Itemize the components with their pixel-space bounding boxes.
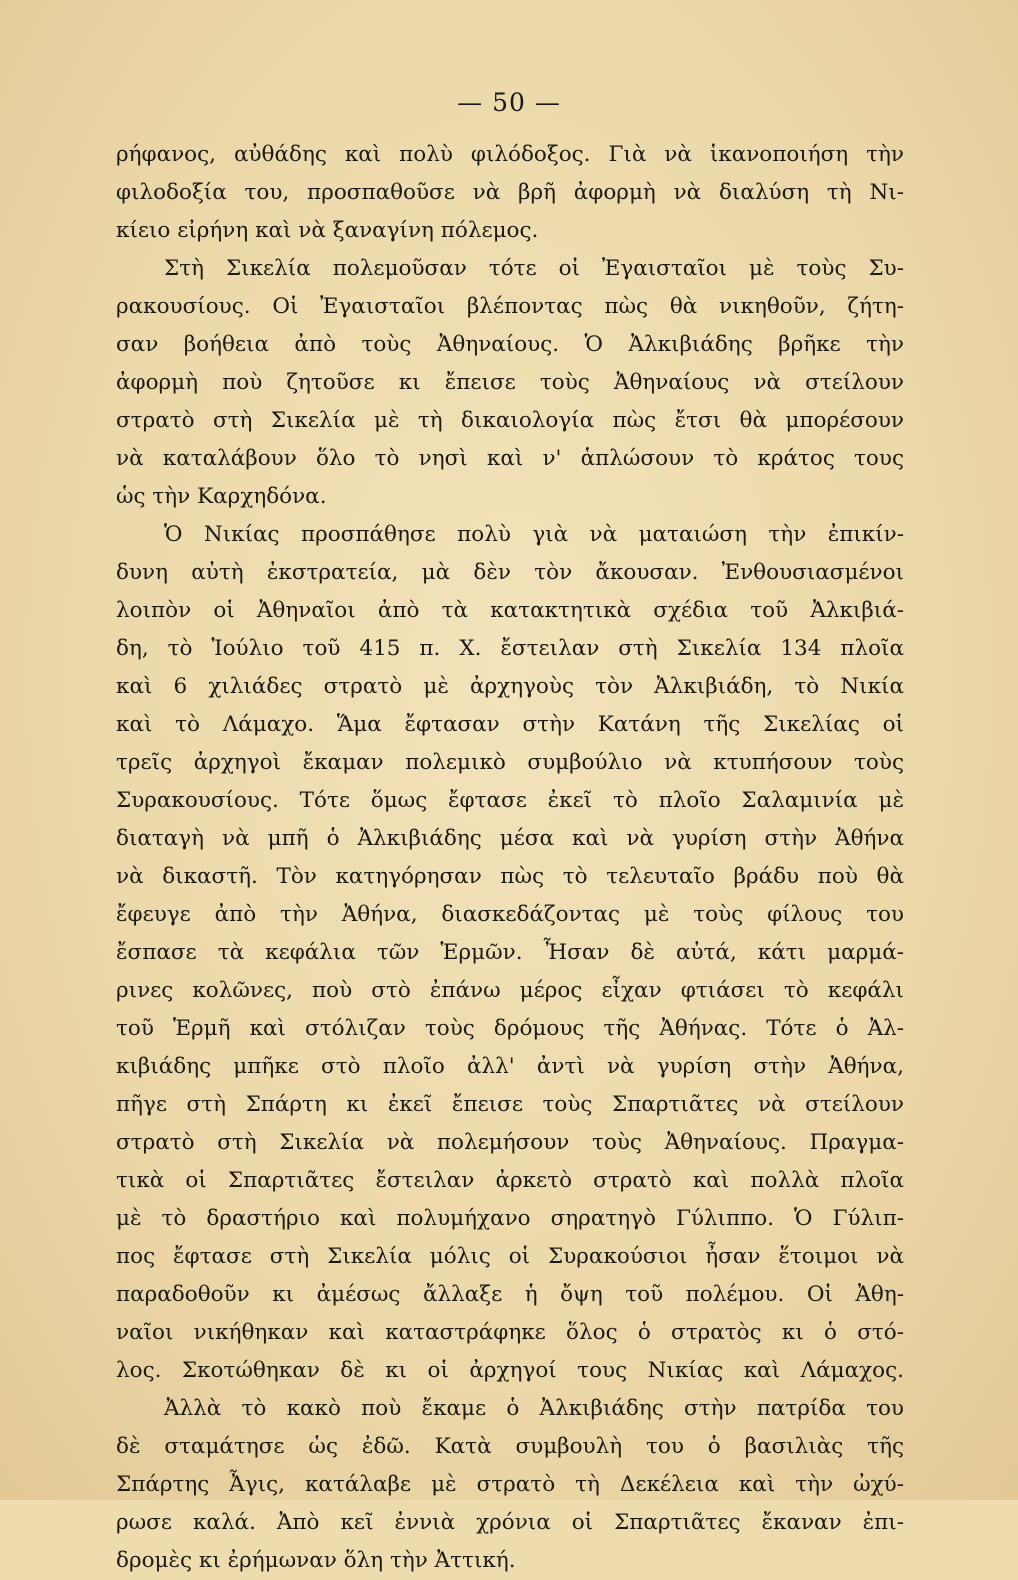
text-line: τικὰ οἱ Σπαρτιᾶτες ἔστειλαν ἀρκετὸ στρατὸ καὶ πολλὰ πλοῖα [116,1168,904,1193]
text-line: δρομὲς κι ἐρήμωναν ὅλη τὴν Ἀττική. [116,1548,516,1573]
text-line: Ἀλλὰ τὸ κακὸ ποὺ ἔκαμε ὁ Ἀλκιβιάδης στὴν πατρίδα του [164,1396,904,1421]
text-line: πος ἔφτασε στὴ Σικελία μόλις οἱ Συρακούσιοι ἦσαν ἕτοιμοι νὰ [116,1244,904,1269]
text-line: ἔφευγε ἀπὸ τὴν Ἀθήνα, διασκεδάζοντας μὲ τοὺς φίλους του [116,902,904,927]
text-line: ἀφορμὴ ποὺ ζητοῦσε κι ἔπεισε τοὺς Ἀθηναίους νὰ στείλουν [116,370,904,395]
text-line: ρωσε καλά. Ἀπὸ κεῖ ἐννιὰ χρόνια οἱ Σπαρτιᾶτες ἔκαναν ἐπι- [116,1510,904,1535]
text-line: πῆγε στὴ Σπάρτη κι ἐκεῖ ἔπεισε τοὺς Σπαρτιᾶτες νὰ στείλουν [116,1092,904,1117]
text-line: καὶ τὸ Λάμαχο. Ἅμα ἔφτασαν στὴν Κατάνη τῆς Σικελίας οἱ [116,712,904,737]
text-line: κιβιάδης μπῆκε στὸ πλοῖο ἀλλ' ἀντὶ νὰ γυρίση στὴν Ἀθήνα, [116,1054,904,1079]
text-line: Ὁ Νικίας προσπάθησε πολὺ γιὰ νὰ ματαιώση τὴν ἐπικίν- [164,522,904,547]
text-line: καὶ 6 χιλιάδες στρατὸ μὲ ἀρχηγοὺς τὸν Ἀλκιβιάδη, τὸ Νικία [116,674,904,699]
text-line: δυνη αὐτὴ ἐκστρατεία, μὰ δὲν τὸν ἄκουσαν. Ἐνθουσιασμένοι [116,560,904,585]
text-line: Σπάρτης Ἆγις, κατάλαβε μὲ στρατὸ τὴ Δεκέλεια καὶ τὴν ὠχύ- [116,1472,904,1497]
body-text [116,136,904,1580]
text-line: σαν βοήθεια ἀπὸ τοὺς Ἀθηναίους. Ὁ Ἀλκιβιάδης βρῆκε τὴν [116,332,904,357]
text-line: νὰ δικαστῆ. Τὸν κατηγόρησαν πὼς τὸ τελευταῖο βράδυ ποὺ θὰ [116,864,904,889]
text-line: φιλοδοξία του, προσπαθοῦσε νὰ βρῆ ἀφορμὴ νὰ διαλύση τὴ Νι- [116,180,904,205]
text-line: μὲ τὸ δραστήριο καὶ πολυμήχανο σηρατηγὸ Γύλιππο. Ὁ Γύλιπ- [116,1206,904,1231]
text-line: ἔσπασε τὰ κεφάλια τῶν Ἑρμῶν. Ἦσαν δὲ αὐτά, κάτι μαρμά- [116,940,904,965]
text-line: ὡς τὴν Καρχηδόνα. [116,484,327,509]
text-line: παραδοθοῦν κι ἀμέσως ἄλλαξε ἡ ὄψη τοῦ πολέμου. Οἱ Ἀθη- [116,1282,904,1307]
text-line: λος. Σκοτώθηκαν δὲ κι οἱ ἀρχηγοί τους Νικίας καὶ Λάμαχος. [116,1358,904,1383]
text-line: λοιπὸν οἱ Ἀθηναῖοι ἀπὸ τὰ κατακτητικὰ σχέδια τοῦ Ἀλκιβιά- [116,598,904,623]
text-line: νὰ καταλάβουν ὅλο τὸ νησὶ καὶ ν' ἁπλώσουν τὸ κράτος τους [116,446,904,471]
text-line: στρατὸ στὴ Σικελία μὲ τὴ δικαιολογία πὼς ἔτσι θὰ μπορέσουν [116,408,904,433]
text-line: τρεῖς ἀρχηγοὶ ἔκαμαν πολεμικὸ συμβούλιο νὰ κτυπήσουν τοὺς [116,750,904,775]
text-line: διαταγὴ νὰ μπῆ ὁ Ἀλκιβιάδης μέσα καὶ νὰ γυρίση στὴν Ἀθήνα [116,826,904,851]
text-line: Συρακουσίους. Τότε ὅμως ἔφτασε ἐκεῖ τὸ πλοῖο Σαλαμινία μὲ [116,788,904,813]
text-line: ρακουσίους. Οἱ Ἐγαισταῖοι βλέποντας πὼς θὰ νικηθοῦν, ζήτη- [116,294,904,319]
page-number: — 50 — [457,88,561,117]
text-line: ρήφανος, αὐθάδης καὶ πολὺ φιλόδοξος. Γιὰ νὰ ἱκανοποιήση τὴν [116,142,904,167]
text-line: τοῦ Ἑρμῆ καὶ στόλιζαν τοὺς δρόμους τῆς Ἀθήνας. Τότε ὁ Ἀλ- [116,1016,904,1041]
text-line: δη, τὸ Ἰούλιο τοῦ 415 π. Χ. ἔστειλαν στὴ Σικελία 134 πλοῖα [116,636,904,661]
text-line: δὲ σταμάτησε ὡς ἐδῶ. Κατὰ συμβουλὴ του ὁ βασιλιὰς τῆς [116,1434,904,1459]
text-line: Στὴ Σικελία πολεμοῦσαν τότε οἱ Ἐγαισταῖοι μὲ τοὺς Συ- [164,256,904,281]
text-line: ναῖοι νικήθηκαν καὶ καταστράφηκε ὅλος ὁ στρατὸς κι ὁ στό- [116,1320,904,1345]
text-line: ρινες κολῶνες, ποὺ στὸ ἐπάνω μέρος εἶχαν φτιάσει τὸ κεφάλι [116,978,904,1003]
text-line: στρατὸ στὴ Σικελία νὰ πολεμήσουν τοὺς Ἀθηναίους. Πραγμα- [116,1130,904,1155]
text-line: κίειο εἰρήνη καὶ νὰ ξαναγίνη πόλεμος. [116,218,539,243]
